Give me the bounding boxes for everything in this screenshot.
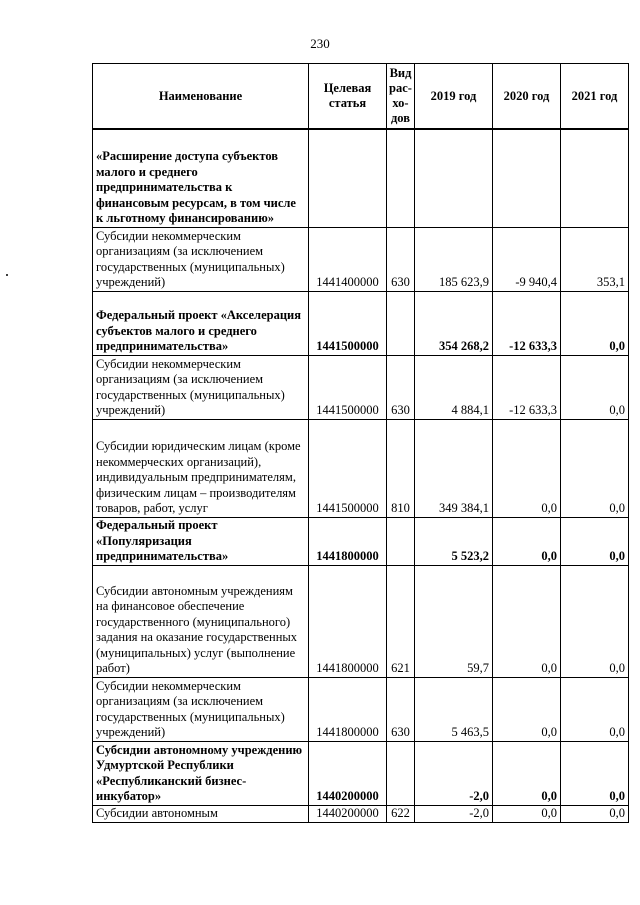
expense-type-cell: 630 bbox=[387, 677, 415, 741]
amount-2019-cell: 59,7 bbox=[415, 565, 493, 677]
name-cell: Субсидии некоммерческим организациям (за исключением государственных (муниципальных) учреждений) bbox=[93, 677, 309, 741]
target-article-cell: 1441800000 bbox=[309, 517, 387, 565]
amount-2021-cell bbox=[561, 129, 629, 227]
budget-table bbox=[92, 63, 629, 823]
amount-2021-cell: 0,0 bbox=[561, 565, 629, 677]
amount-2021-cell: 0,0 bbox=[561, 517, 629, 565]
name-cell: Субсидии юридическим лицам (кроме некоммерческих организаций), индивидуальным предпринимателям, физическим лицам – производителям товаров, работ, услуг bbox=[93, 419, 309, 517]
table-row bbox=[93, 355, 629, 419]
amount-2019-cell: 349 384,1 bbox=[415, 419, 493, 517]
target-article-cell: 1441500000 bbox=[309, 419, 387, 517]
table-row bbox=[93, 741, 629, 805]
amount-2020-cell: -12 633,3 bbox=[493, 291, 561, 355]
expense-type-cell bbox=[387, 517, 415, 565]
expense-type-cell bbox=[387, 741, 415, 805]
table-row bbox=[93, 565, 629, 677]
amount-2019-cell: -2,0 bbox=[415, 805, 493, 822]
name-cell: Субсидии некоммерческим организациям (за исключением государственных (муниципальных) учреждений) bbox=[93, 227, 309, 291]
amount-2021-cell: 353,1 bbox=[561, 227, 629, 291]
table-row bbox=[93, 129, 629, 227]
amount-2019-cell: 354 268,2 bbox=[415, 291, 493, 355]
target-article-cell: 1440200000 bbox=[309, 741, 387, 805]
amount-2019-cell: 185 623,9 bbox=[415, 227, 493, 291]
amount-2019-cell: 5 463,5 bbox=[415, 677, 493, 741]
amount-2020-cell: 0,0 bbox=[493, 677, 561, 741]
amount-2020-cell bbox=[493, 129, 561, 227]
header-name: Наименование bbox=[93, 64, 309, 130]
target-article-cell: 1441400000 bbox=[309, 227, 387, 291]
table-row bbox=[93, 419, 629, 517]
header-2020: 2020 год bbox=[493, 64, 561, 130]
header-2021: 2021 год bbox=[561, 64, 629, 130]
table-row bbox=[93, 517, 629, 565]
name-cell: Федеральный проект «Акселерация субъектов малого и среднего предпринимательства» bbox=[93, 291, 309, 355]
target-article-cell: 1440200000 bbox=[309, 805, 387, 822]
expense-type-cell: 621 bbox=[387, 565, 415, 677]
target-article-cell: 1441500000 bbox=[309, 291, 387, 355]
amount-2020-cell: 0,0 bbox=[493, 805, 561, 822]
amount-2021-cell: 0,0 bbox=[561, 677, 629, 741]
table-row bbox=[93, 291, 629, 355]
amount-2019-cell: 5 523,2 bbox=[415, 517, 493, 565]
amount-2021-cell: 0,0 bbox=[561, 741, 629, 805]
name-cell: Федеральный проект «Популяризация предпринимательства» bbox=[93, 517, 309, 565]
amount-2020-cell: 0,0 bbox=[493, 419, 561, 517]
table-header-row bbox=[93, 64, 629, 130]
amount-2020-cell: 0,0 bbox=[493, 741, 561, 805]
page-number: 230 bbox=[310, 36, 330, 51]
header-target-article: Целевая статья bbox=[309, 64, 387, 130]
name-cell: «Расширение доступа субъектов малого и среднего предпринимательства к финансовым ресурсам, в том числе к льготному финансированию» bbox=[93, 129, 309, 227]
name-cell: Субсидии автономным bbox=[93, 805, 309, 822]
amount-2019-cell: -2,0 bbox=[415, 741, 493, 805]
expense-type-cell: 810 bbox=[387, 419, 415, 517]
target-article-cell bbox=[309, 129, 387, 227]
table-body bbox=[93, 129, 629, 822]
table-row bbox=[93, 805, 629, 822]
amount-2021-cell: 0,0 bbox=[561, 291, 629, 355]
expense-type-cell: 630 bbox=[387, 355, 415, 419]
expense-type-cell: 630 bbox=[387, 227, 415, 291]
amount-2020-cell: 0,0 bbox=[493, 565, 561, 677]
expense-type-cell: 622 bbox=[387, 805, 415, 822]
scan-speck bbox=[6, 274, 8, 276]
header-expense-type: Вид рас-хо-дов bbox=[387, 64, 415, 130]
target-article-cell: 1441500000 bbox=[309, 355, 387, 419]
amount-2019-cell bbox=[415, 129, 493, 227]
expense-type-cell bbox=[387, 291, 415, 355]
amount-2021-cell: 0,0 bbox=[561, 355, 629, 419]
amount-2019-cell: 4 884,1 bbox=[415, 355, 493, 419]
header-2019: 2019 год bbox=[415, 64, 493, 130]
target-article-cell: 1441800000 bbox=[309, 565, 387, 677]
name-cell: Субсидии автономному учреждению Удмуртской Республики «Республиканский бизнес-инкубатор» bbox=[93, 741, 309, 805]
amount-2020-cell: -12 633,3 bbox=[493, 355, 561, 419]
table-row bbox=[93, 677, 629, 741]
expense-type-cell bbox=[387, 129, 415, 227]
name-cell: Субсидии некоммерческим организациям (за исключением государственных (муниципальных) учреждений) bbox=[93, 355, 309, 419]
target-article-cell: 1441800000 bbox=[309, 677, 387, 741]
amount-2021-cell: 0,0 bbox=[561, 805, 629, 822]
amount-2020-cell: -9 940,4 bbox=[493, 227, 561, 291]
name-cell: Субсидии автономным учреждениям на финансовое обеспечение государственного (муниципального) задания на оказание государственных (муниципальных) услуг (выполнение работ) bbox=[93, 565, 309, 677]
amount-2021-cell: 0,0 bbox=[561, 419, 629, 517]
amount-2020-cell: 0,0 bbox=[493, 517, 561, 565]
table-row bbox=[93, 227, 629, 291]
